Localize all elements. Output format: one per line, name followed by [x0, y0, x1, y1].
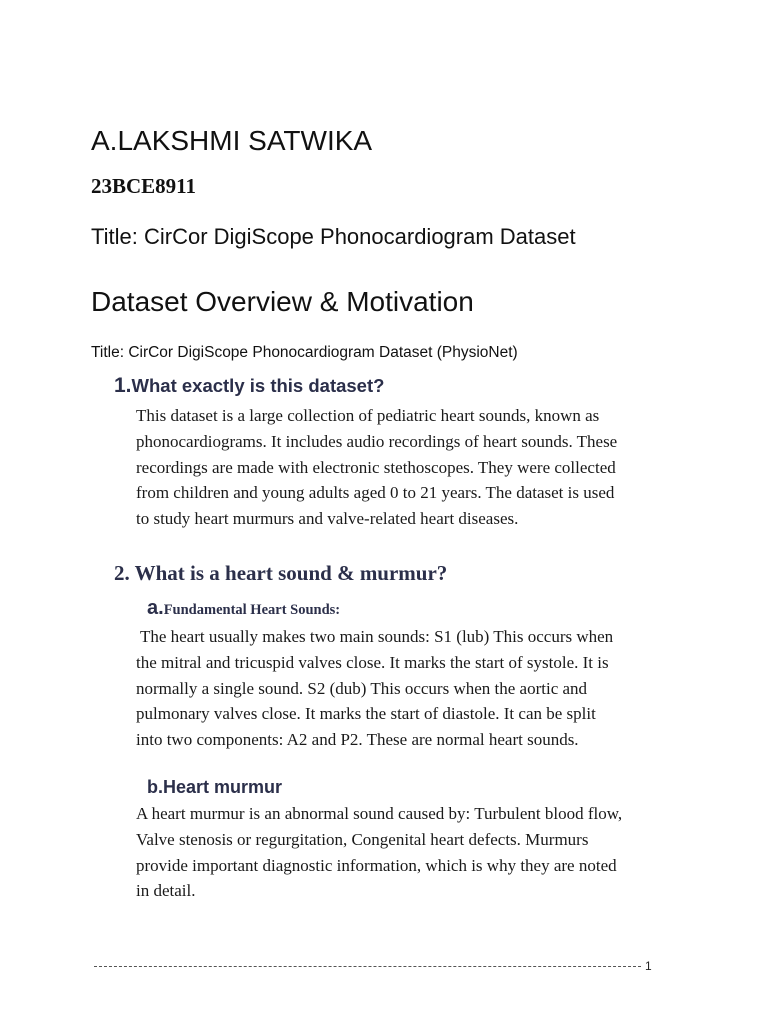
subsection-a-letter: a.	[147, 597, 164, 619]
section-heading: Dataset Overview & Motivation	[91, 286, 474, 317]
subsection-a-paragraph	[136, 624, 696, 753]
paragraph-line: normally a single sound. S2 (dub) This occurs when the aortic and	[136, 678, 588, 698]
paragraph-line: into two components: A2 and P2. These are normal heart sounds.	[136, 730, 579, 750]
paragraph-line: A heart murmur is an abnormal sound caused by: Turbulent blood flow,	[136, 804, 623, 823]
question-1-heading	[114, 372, 384, 400]
paragraph-line: pulmonary valves close. It marks the start of diastole. It can be split	[136, 704, 596, 724]
question-1-number: 1.	[114, 374, 132, 397]
paragraph-line: Valve stenosis or regurgitation, Congenital heart defects. Murmurs	[136, 829, 589, 849]
paragraph-line: This dataset is a large collection of pediatric heart sounds, known as	[136, 406, 600, 425]
paragraph-line: from children and young adults aged 0 to 21 years. The dataset is used	[136, 483, 615, 503]
question-2-heading: 2. What is a heart sound & murmur?	[114, 561, 448, 585]
paragraph-line: recordings are made with electronic stethoscopes. They were collected	[136, 457, 616, 477]
author-name: A.LAKSHMI SATWIKA	[91, 125, 373, 156]
paragraph-line: in detail.	[136, 881, 196, 901]
paragraph-line: the mitral and tricuspid valves close. It marks the start of systole. It is	[136, 652, 609, 672]
document-title: Title: CirCor DigiScope Phonocardiogram Dataset	[91, 224, 576, 249]
footer-divider	[94, 966, 641, 967]
question-1-paragraph	[136, 403, 696, 532]
subsection-b-paragraph	[136, 801, 696, 904]
paragraph-line: provide important diagnostic information, which is why they are noted	[136, 855, 617, 875]
subsection-a-heading	[147, 596, 340, 622]
page-number: 1	[645, 959, 652, 973]
question-1-text: What exactly is this dataset?	[131, 375, 385, 396]
subsection-a-label: Fundamental Heart Sounds:	[163, 602, 341, 618]
registration-number: 23BCE8911	[91, 174, 197, 198]
paragraph-line: The heart usually makes two main sounds: S1 (lub) This occurs when	[136, 627, 614, 646]
subsection-b-heading: b.Heart murmur	[147, 777, 283, 797]
paragraph-line: phonocardiograms. It includes audio recordings of heart sounds. These	[136, 431, 618, 451]
paragraph-line: to study heart murmurs and valve-related heart diseases.	[136, 509, 519, 529]
section-subtitle: Title: CirCor DigiScope Phonocardiogram Dataset (PhysioNet)	[91, 344, 518, 361]
